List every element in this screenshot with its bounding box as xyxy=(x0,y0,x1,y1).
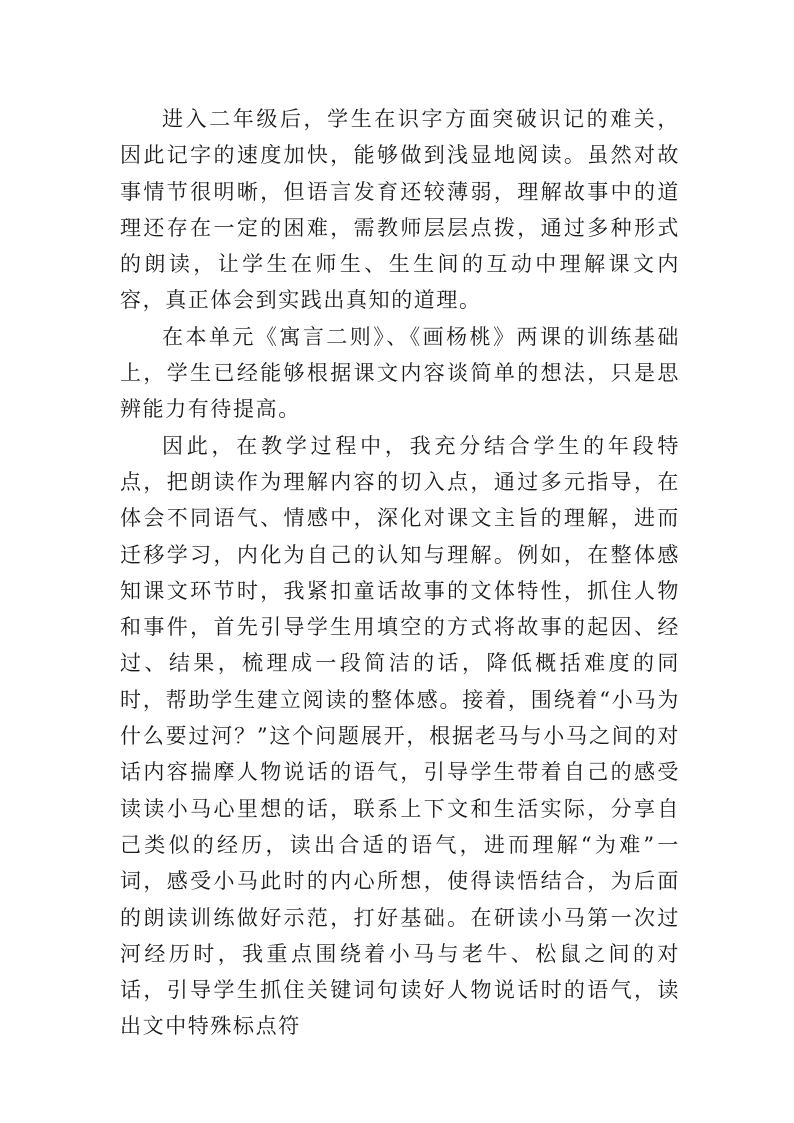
paragraph-2: 在本单元《寓言二则》、《画杨桃》两课的训练基础上，学生已经能够根据课文内容谈简单的想法，只是思辨能力有待提高。 xyxy=(120,324,680,422)
paragraph-3: 因此，在教学过程中，我充分结合学生的年段特点，把朗读作为理解内容的切入点，通过多元指导，在体会不同语气、情感中，深化对课文主旨的理解，进而迁移学习，内化为自己的认知与理解。例如，在整体感知课文环节时，我紧扣童话故事的文体特性，抓住人物和事件，首先引导学生用填空的方式将故事的起因、经过、结果，梳理成一段简洁的话，降低概括难度的同时，帮助学生建立阅读的整体感。接着，围绕着“小马为什么要过河？”这个问题展开，根据老马与小马之间的对话内容揣摩人物说话的语气，引导学生带着自己的感受读读小马心里想的话，联系上下文和生活实际，分享自己类似的经历，读出合适的语气，进而理解“为难”一词，感受小马此时的内心所想，使得读悟结合，为后面的朗读训练做好示范，打好基础。在研读小马第一次过河经历时，我重点围绕着小马与老牛、松鼠之间的对话，引导学生抓住关键词句读好人物说话时的语气，读出文中特殊标点符 xyxy=(120,433,680,1039)
paragraph-1: 进入二年级后，学生在识字方面突破识记的难关，因此记字的速度加快，能够做到浅显地阅读。虽然对故事情节很明晰，但语言发育还较薄弱，理解故事中的道理还存在一定的困难，需教师层层点拨，通过多种形式的朗读，让学生在师生、生生间的互动中理解课文内容，真正体会到实践出真知的道理。 xyxy=(120,107,680,313)
body-text xyxy=(120,101,680,1045)
